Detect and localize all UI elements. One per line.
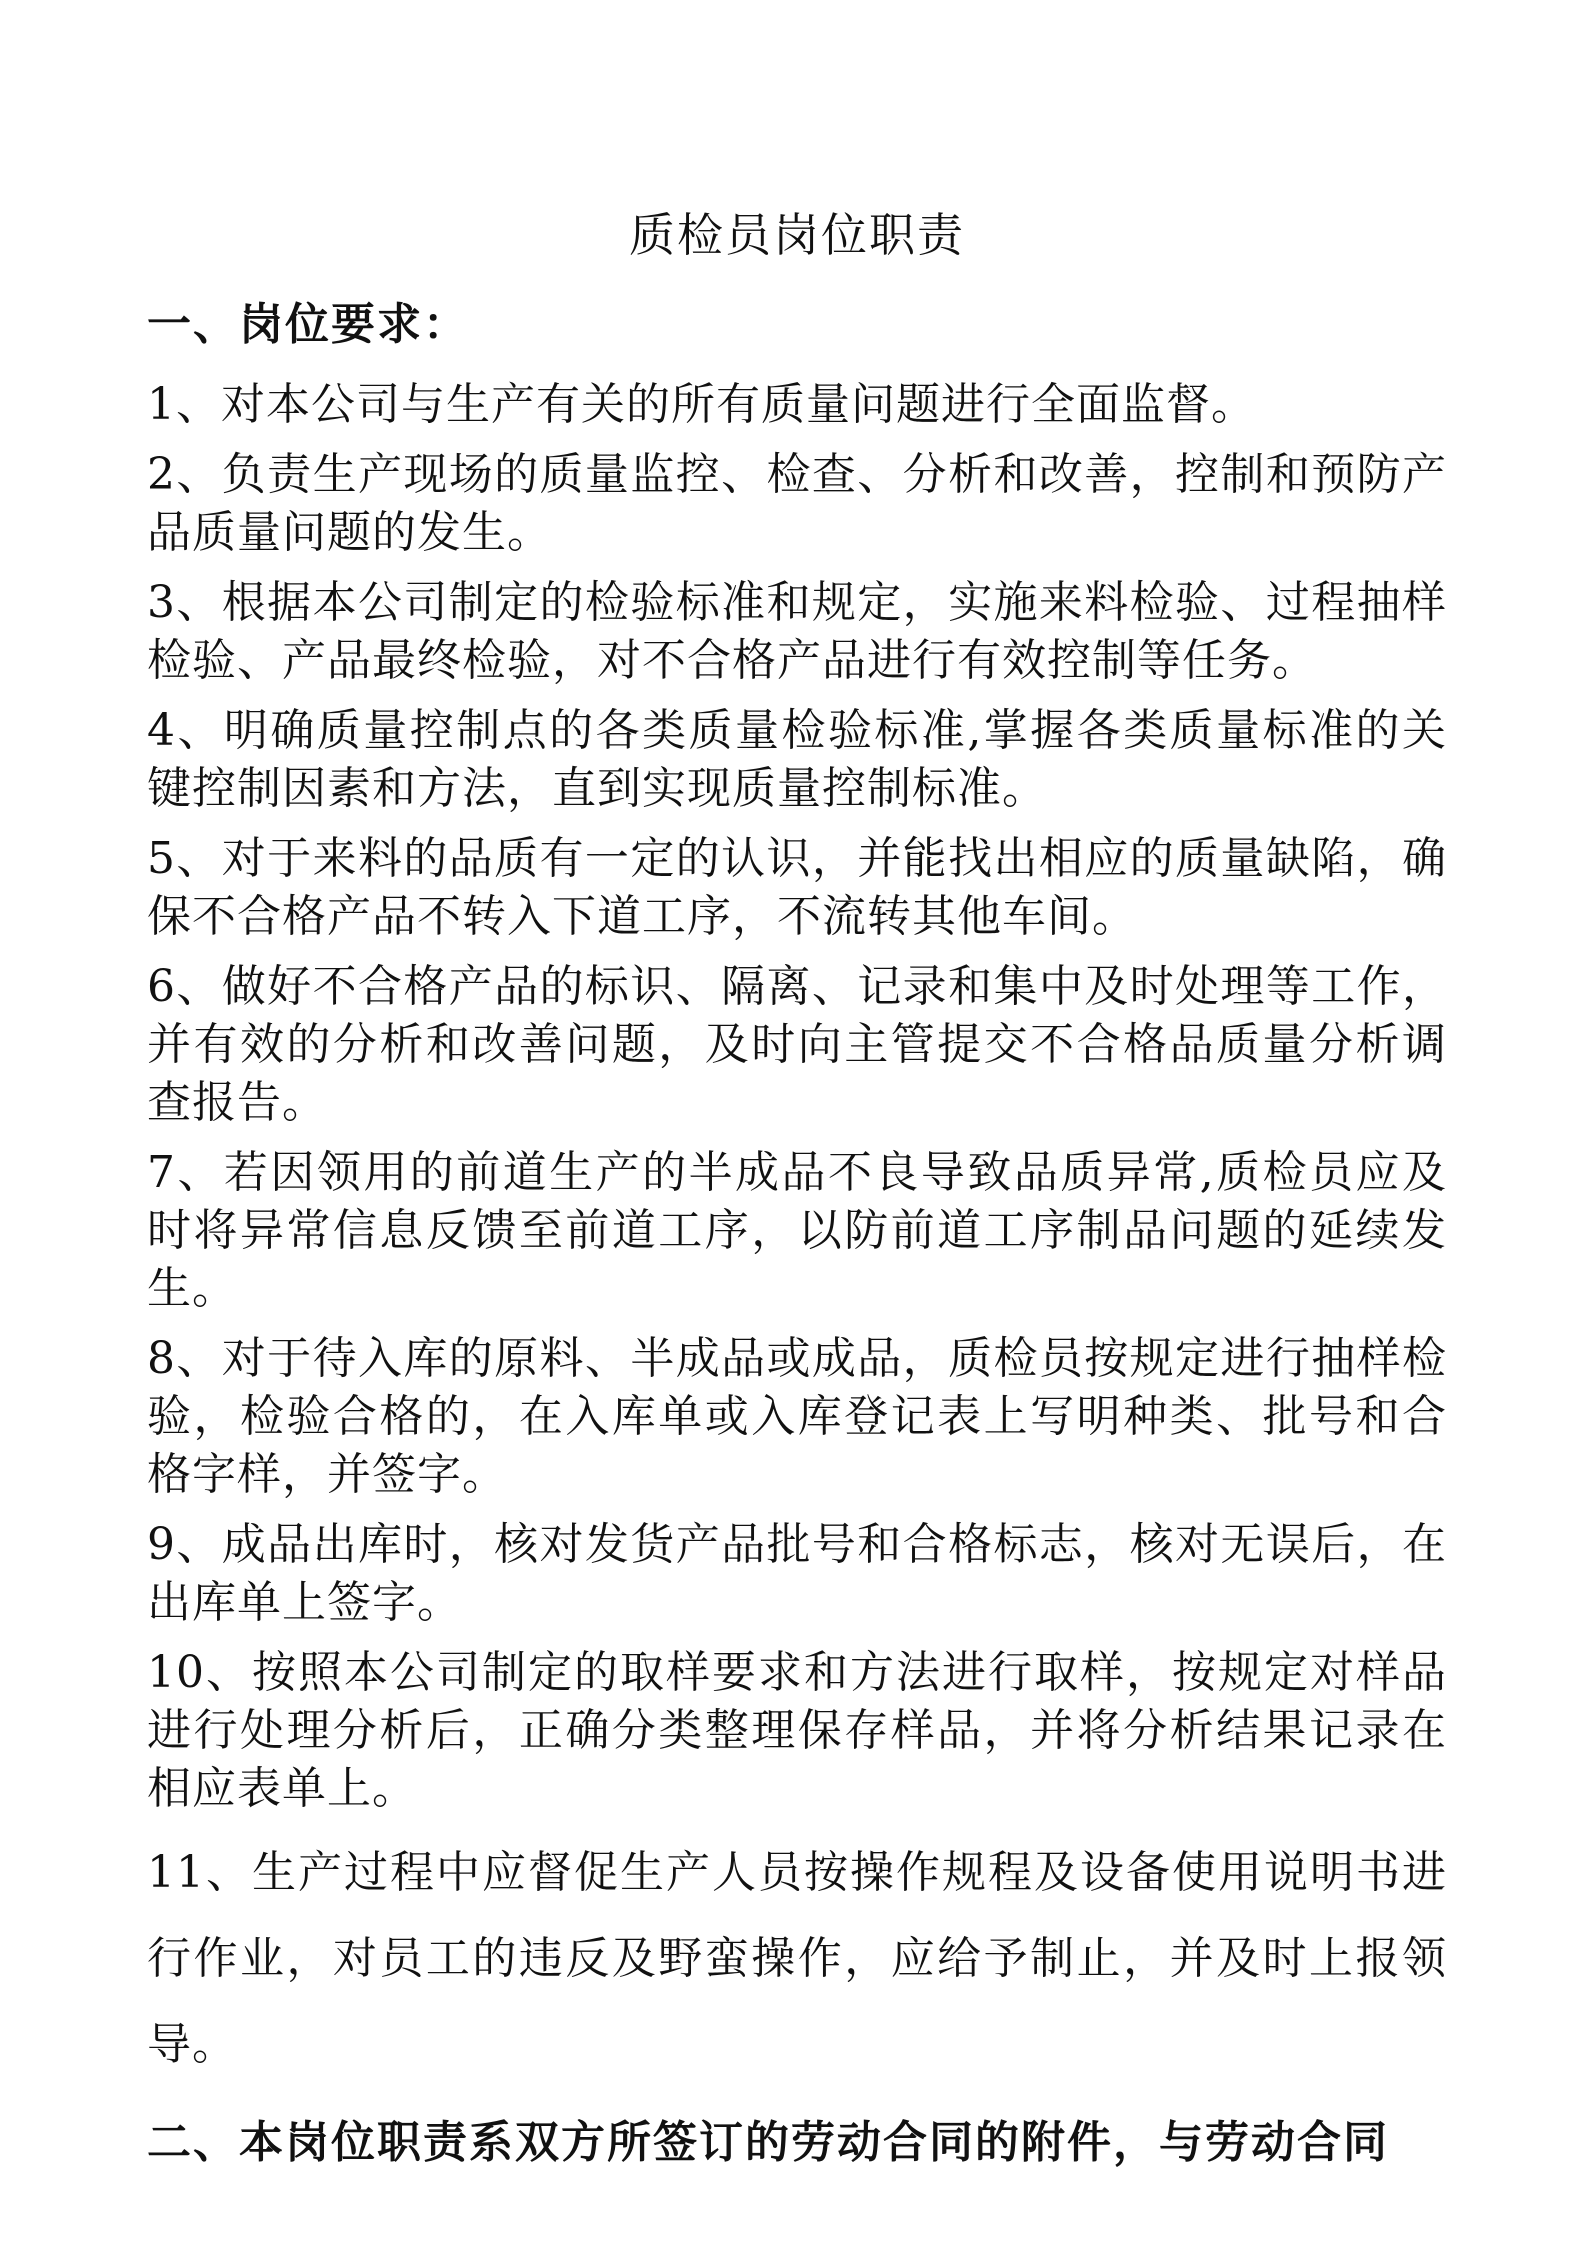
document-title: 质检员岗位职责 xyxy=(629,208,965,262)
duty-item-10: 10、按照本公司制定的取样要求和方法进行取样，按规定对样品进行处理分析后，正确分类整理保存样品，并将分析结果记录在相应表单上。 xyxy=(147,1647,1447,1814)
duty-item-7: 7、若因领用的前道生产的半成品不良导致品质异常,质检员应及时将异常信息反馈至前道工序，以防前道工序制品问题的延续发生。 xyxy=(147,1147,1447,1314)
duty-item-3: 3、根据本公司制定的检验标准和规定，实施来料检验、过程抽样检验、产品最终检验，对不合格产品进行有效控制等任务。 xyxy=(147,577,1447,686)
duty-item-5: 5、对于来料的品质有一定的认识，并能找出相应的质量缺陷，确保不合格产品不转入下道工序，不流转其他车间。 xyxy=(147,833,1447,942)
duty-item-4: 4、明确质量控制点的各类质量检验标准,掌握各类质量标准的关键控制因素和方法，直到实现质量控制标准。 xyxy=(147,705,1447,814)
document-page xyxy=(147,200,1447,2194)
section-heading-contract: 二、本岗位职责系双方所签订的劳动合同的附件，与劳动合同 xyxy=(147,2117,1389,2168)
section-heading-requirements: 一、岗位要求： xyxy=(147,299,469,350)
duty-item-6: 6、做好不合格产品的标识、隔离、记录和集中及时处理等工作，并有效的分析和改善问题，及时向主管提交不合格品质量分析调查报告。 xyxy=(147,961,1447,1128)
duty-item-8: 8、对于待入库的原料、半成品或成品，质检员按规定进行抽样检验，检验合格的，在入库单或入库登记表上写明种类、批号和合格字样，并签字。 xyxy=(147,1333,1447,1500)
duty-item-9: 9、成品出库时，核对发货产品批号和合格标志，核对无误后，在出库单上签字。 xyxy=(147,1519,1447,1628)
duty-item-1: 1、对本公司与生产有关的所有质量问题进行全面监督。 xyxy=(147,379,1256,430)
duty-item-11: 11、生产过程中应督促生产人员按操作规程及设备使用说明书进行作业，对员工的违反及野蛮操作，应给予制止，并及时上报领导。 xyxy=(147,1847,1447,2070)
duty-item-2: 2、负责生产现场的质量监控、检查、分析和改善，控制和预防产品质量问题的发生。 xyxy=(147,449,1447,558)
